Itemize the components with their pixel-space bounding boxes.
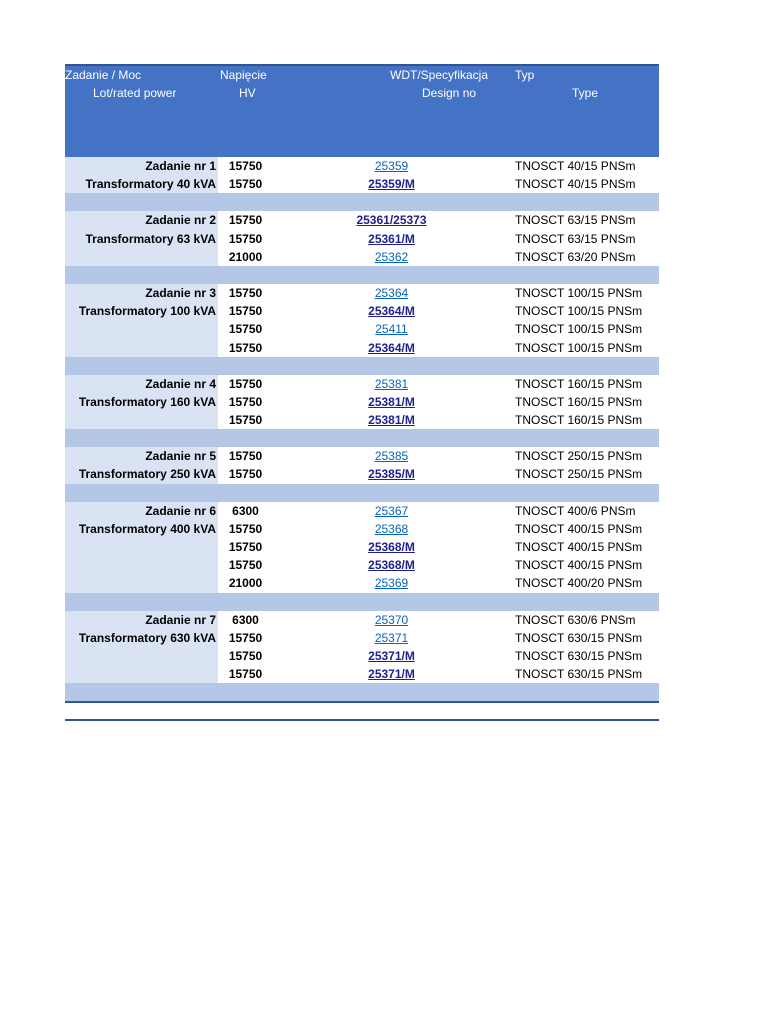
lot-power: Transformatory 40 kVA xyxy=(85,177,216,192)
design-no-cell xyxy=(273,320,510,338)
table-row xyxy=(218,647,659,665)
design-no-cell xyxy=(273,520,510,538)
type-cell: TNOSCT 160/15 PNSm xyxy=(515,394,643,409)
type-cell: TNOSCT 630/15 PNSm xyxy=(515,630,643,645)
lot-number: Zadanie nr 3 xyxy=(145,285,216,300)
design-no-link[interactable]: 25368 xyxy=(374,521,409,536)
specification-table xyxy=(65,64,659,721)
group-separator xyxy=(65,266,659,284)
hv-cell: 21000 xyxy=(228,576,263,591)
lot-group xyxy=(65,284,659,357)
hv-cell: 15750 xyxy=(228,630,263,645)
hv-cell: 21000 xyxy=(228,249,263,264)
table-row xyxy=(218,157,659,175)
design-no-link[interactable]: 25369 xyxy=(374,576,409,591)
table-row xyxy=(218,574,659,592)
lot-number: Zadanie nr 5 xyxy=(145,449,216,464)
design-no-link[interactable]: 25362 xyxy=(374,249,409,264)
lot-power: Transformatory 250 kVA xyxy=(78,467,216,482)
design-no-link[interactable]: 25359 xyxy=(374,159,409,173)
design-no-cell xyxy=(273,647,510,665)
design-no-cell xyxy=(273,556,510,574)
hv-cell: 15750 xyxy=(228,177,263,192)
design-no-cell xyxy=(273,502,510,520)
hv-cell: 15750 xyxy=(228,376,263,391)
hv-cell: 15750 xyxy=(228,159,263,173)
type-cell: TNOSCT 40/15 PNSm xyxy=(515,177,636,192)
design-no-link[interactable]: 25371/M xyxy=(368,667,415,682)
lot-cell xyxy=(65,447,218,483)
type-cell: TNOSCT 400/15 PNSm xyxy=(515,540,643,554)
hv-cell: 15750 xyxy=(228,394,263,409)
design-no-link[interactable]: 25368/M xyxy=(368,558,415,573)
design-no-link[interactable]: 25381 xyxy=(374,376,409,391)
type-cell: TNOSCT 100/15 PNSm xyxy=(515,340,643,355)
hv-cell: 15750 xyxy=(228,521,263,536)
group-separator xyxy=(65,593,659,611)
table-row xyxy=(218,411,659,429)
table-row xyxy=(218,556,659,574)
lot-cell xyxy=(65,157,218,193)
table-row xyxy=(218,248,659,266)
design-no-link[interactable]: 25381/M xyxy=(368,394,415,409)
hv-cell: 15750 xyxy=(228,340,263,355)
design-no-cell xyxy=(273,447,510,465)
design-no-link[interactable]: 25364/M xyxy=(368,340,415,355)
type-cell: TNOSCT 160/15 PNSm xyxy=(515,376,643,391)
footer-rule xyxy=(65,719,659,721)
group-separator xyxy=(65,357,659,375)
design-no-cell xyxy=(273,157,510,175)
lot-number: Zadanie nr 7 xyxy=(145,612,216,627)
type-cell: TNOSCT 250/15 PNSm xyxy=(515,467,643,482)
type-cell: TNOSCT 400/20 PNSm xyxy=(515,576,643,591)
type-cell: TNOSCT 630/15 PNSm xyxy=(515,648,643,663)
hv-cell: 6300 xyxy=(232,503,259,518)
table-row xyxy=(218,520,659,538)
lot-power: Transformatory 63 kVA xyxy=(85,231,216,246)
table-row xyxy=(218,393,659,411)
design-no-link[interactable]: 25411 xyxy=(375,322,408,337)
lot-cell xyxy=(65,502,218,593)
lot-rows xyxy=(218,611,659,684)
table-row xyxy=(218,375,659,393)
lot-rows xyxy=(218,157,659,193)
lot-rows xyxy=(218,447,659,483)
design-no-cell xyxy=(273,411,510,429)
lot-number: Zadanie nr 1 xyxy=(145,159,216,173)
lot-rows xyxy=(218,502,659,593)
lot-rows xyxy=(218,284,659,357)
lot-cell xyxy=(65,611,218,684)
header-type-pl: Typ xyxy=(515,68,535,82)
design-no-link[interactable]: 25364 xyxy=(374,285,409,300)
group-separator xyxy=(65,429,659,447)
lot-rows xyxy=(218,375,659,430)
table-row xyxy=(218,502,659,520)
design-no-cell xyxy=(273,339,510,357)
hv-cell: 15750 xyxy=(228,231,263,246)
hv-cell: 15750 xyxy=(228,322,263,337)
design-no-cell xyxy=(273,611,510,629)
table-row xyxy=(218,465,659,483)
table-row xyxy=(218,611,659,629)
table-row xyxy=(218,665,659,683)
design-no-link[interactable]: 25381/M xyxy=(368,413,415,428)
type-cell: TNOSCT 400/15 PNSm xyxy=(515,558,643,573)
type-cell: TNOSCT 400/15 PNSm xyxy=(515,521,643,536)
design-no-cell xyxy=(273,393,510,411)
design-no-link[interactable]: 25371 xyxy=(374,630,409,645)
design-no-cell xyxy=(273,211,510,229)
table-row xyxy=(218,230,659,248)
design-no-cell xyxy=(273,665,510,683)
design-no-link[interactable]: 25367 xyxy=(374,503,409,518)
hv-cell: 15750 xyxy=(228,213,263,228)
lot-group xyxy=(65,157,659,193)
lot-power: Transformatory 160 kVA xyxy=(78,394,216,409)
group-separator xyxy=(65,683,659,701)
design-no-link[interactable]: 25364/M xyxy=(368,304,415,319)
type-cell: TNOSCT 63/15 PNSm xyxy=(515,231,636,246)
design-no-link[interactable]: 25361/25373 xyxy=(356,213,427,228)
design-no-link[interactable]: 25359/M xyxy=(368,177,415,192)
design-no-cell xyxy=(273,175,510,193)
design-no-link[interactable]: 25361/M xyxy=(368,231,415,246)
header-hv-pl: Napięcie xyxy=(220,68,267,82)
header-hv-en: HV xyxy=(239,86,256,100)
type-cell: TNOSCT 63/20 PNSm xyxy=(515,249,636,264)
type-cell: TNOSCT 630/6 PNSm xyxy=(515,612,636,627)
group-separator xyxy=(65,484,659,502)
design-no-cell xyxy=(273,302,510,320)
table-row xyxy=(218,211,659,229)
hv-cell: 15750 xyxy=(228,413,263,428)
table-header xyxy=(65,64,659,157)
design-no-cell xyxy=(273,538,510,556)
lot-power: Transformatory 630 kVA xyxy=(78,630,216,645)
design-no-cell xyxy=(273,375,510,393)
header-wdt-en: Design no xyxy=(422,86,477,100)
hv-cell: 15750 xyxy=(228,449,263,464)
lot-group xyxy=(65,375,659,430)
lot-cell xyxy=(65,284,218,357)
design-no-link[interactable]: 25385/M xyxy=(368,467,415,482)
lot-number: Zadanie nr 2 xyxy=(145,213,216,228)
type-cell: TNOSCT 400/6 PNSm xyxy=(515,503,636,518)
type-cell: TNOSCT 630/15 PNSm xyxy=(515,667,643,682)
lot-power: Transformatory 100 kVA xyxy=(78,304,216,319)
table-row xyxy=(218,175,659,193)
design-no-cell xyxy=(273,248,510,266)
hv-cell: 15750 xyxy=(228,467,263,482)
lot-cell xyxy=(65,375,218,430)
design-no-link[interactable]: 25368/M xyxy=(368,540,415,554)
lot-number: Zadanie nr 6 xyxy=(145,503,216,518)
lot-number: Zadanie nr 4 xyxy=(145,376,216,391)
table-row xyxy=(218,320,659,338)
lot-power: Transformatory 400 kVA xyxy=(78,521,216,536)
hv-cell: 15750 xyxy=(228,648,263,663)
lot-group xyxy=(65,211,659,266)
header-type-en: Type xyxy=(572,86,599,100)
table-row xyxy=(218,629,659,647)
design-no-cell xyxy=(273,230,510,248)
table-body xyxy=(65,157,659,701)
type-cell: TNOSCT 100/15 PNSm xyxy=(515,285,643,300)
design-no-cell xyxy=(273,629,510,647)
group-separator xyxy=(65,193,659,211)
lot-group xyxy=(65,502,659,593)
lot-group xyxy=(65,447,659,483)
design-no-cell xyxy=(273,465,510,483)
design-no-cell xyxy=(273,574,510,592)
hv-cell: 15750 xyxy=(228,558,263,573)
table-row xyxy=(218,447,659,465)
header-lot-en: Lot/rated power xyxy=(93,86,177,100)
type-cell: TNOSCT 250/15 PNSm xyxy=(515,449,643,464)
hv-cell: 15750 xyxy=(228,667,263,682)
lot-group xyxy=(65,611,659,684)
type-cell: TNOSCT 160/15 PNSm xyxy=(515,413,643,428)
type-cell: TNOSCT 40/15 PNSm xyxy=(515,159,636,173)
table-row xyxy=(218,339,659,357)
hv-cell: 15750 xyxy=(228,285,263,300)
design-no-link[interactable]: 25385 xyxy=(374,449,409,464)
hv-cell: 6300 xyxy=(232,612,259,627)
type-cell: TNOSCT 100/15 PNSm xyxy=(515,304,643,319)
lot-cell xyxy=(65,211,218,266)
table-row xyxy=(218,538,659,556)
hv-cell: 15750 xyxy=(228,540,263,554)
type-cell: TNOSCT 100/15 PNSm xyxy=(515,322,643,337)
lot-rows xyxy=(218,211,659,266)
type-cell: TNOSCT 63/15 PNSm xyxy=(515,213,636,228)
table-row xyxy=(218,284,659,302)
table-footer-gap xyxy=(65,703,659,721)
header-wdt-pl: WDT/Specyfikacja xyxy=(390,68,489,82)
design-no-link[interactable]: 25370 xyxy=(374,612,409,627)
design-no-link[interactable]: 25371/M xyxy=(368,648,415,663)
header-lot-pl: Zadanie / Moc xyxy=(65,68,142,82)
hv-cell: 15750 xyxy=(228,304,263,319)
table-row xyxy=(218,302,659,320)
design-no-cell xyxy=(273,284,510,302)
